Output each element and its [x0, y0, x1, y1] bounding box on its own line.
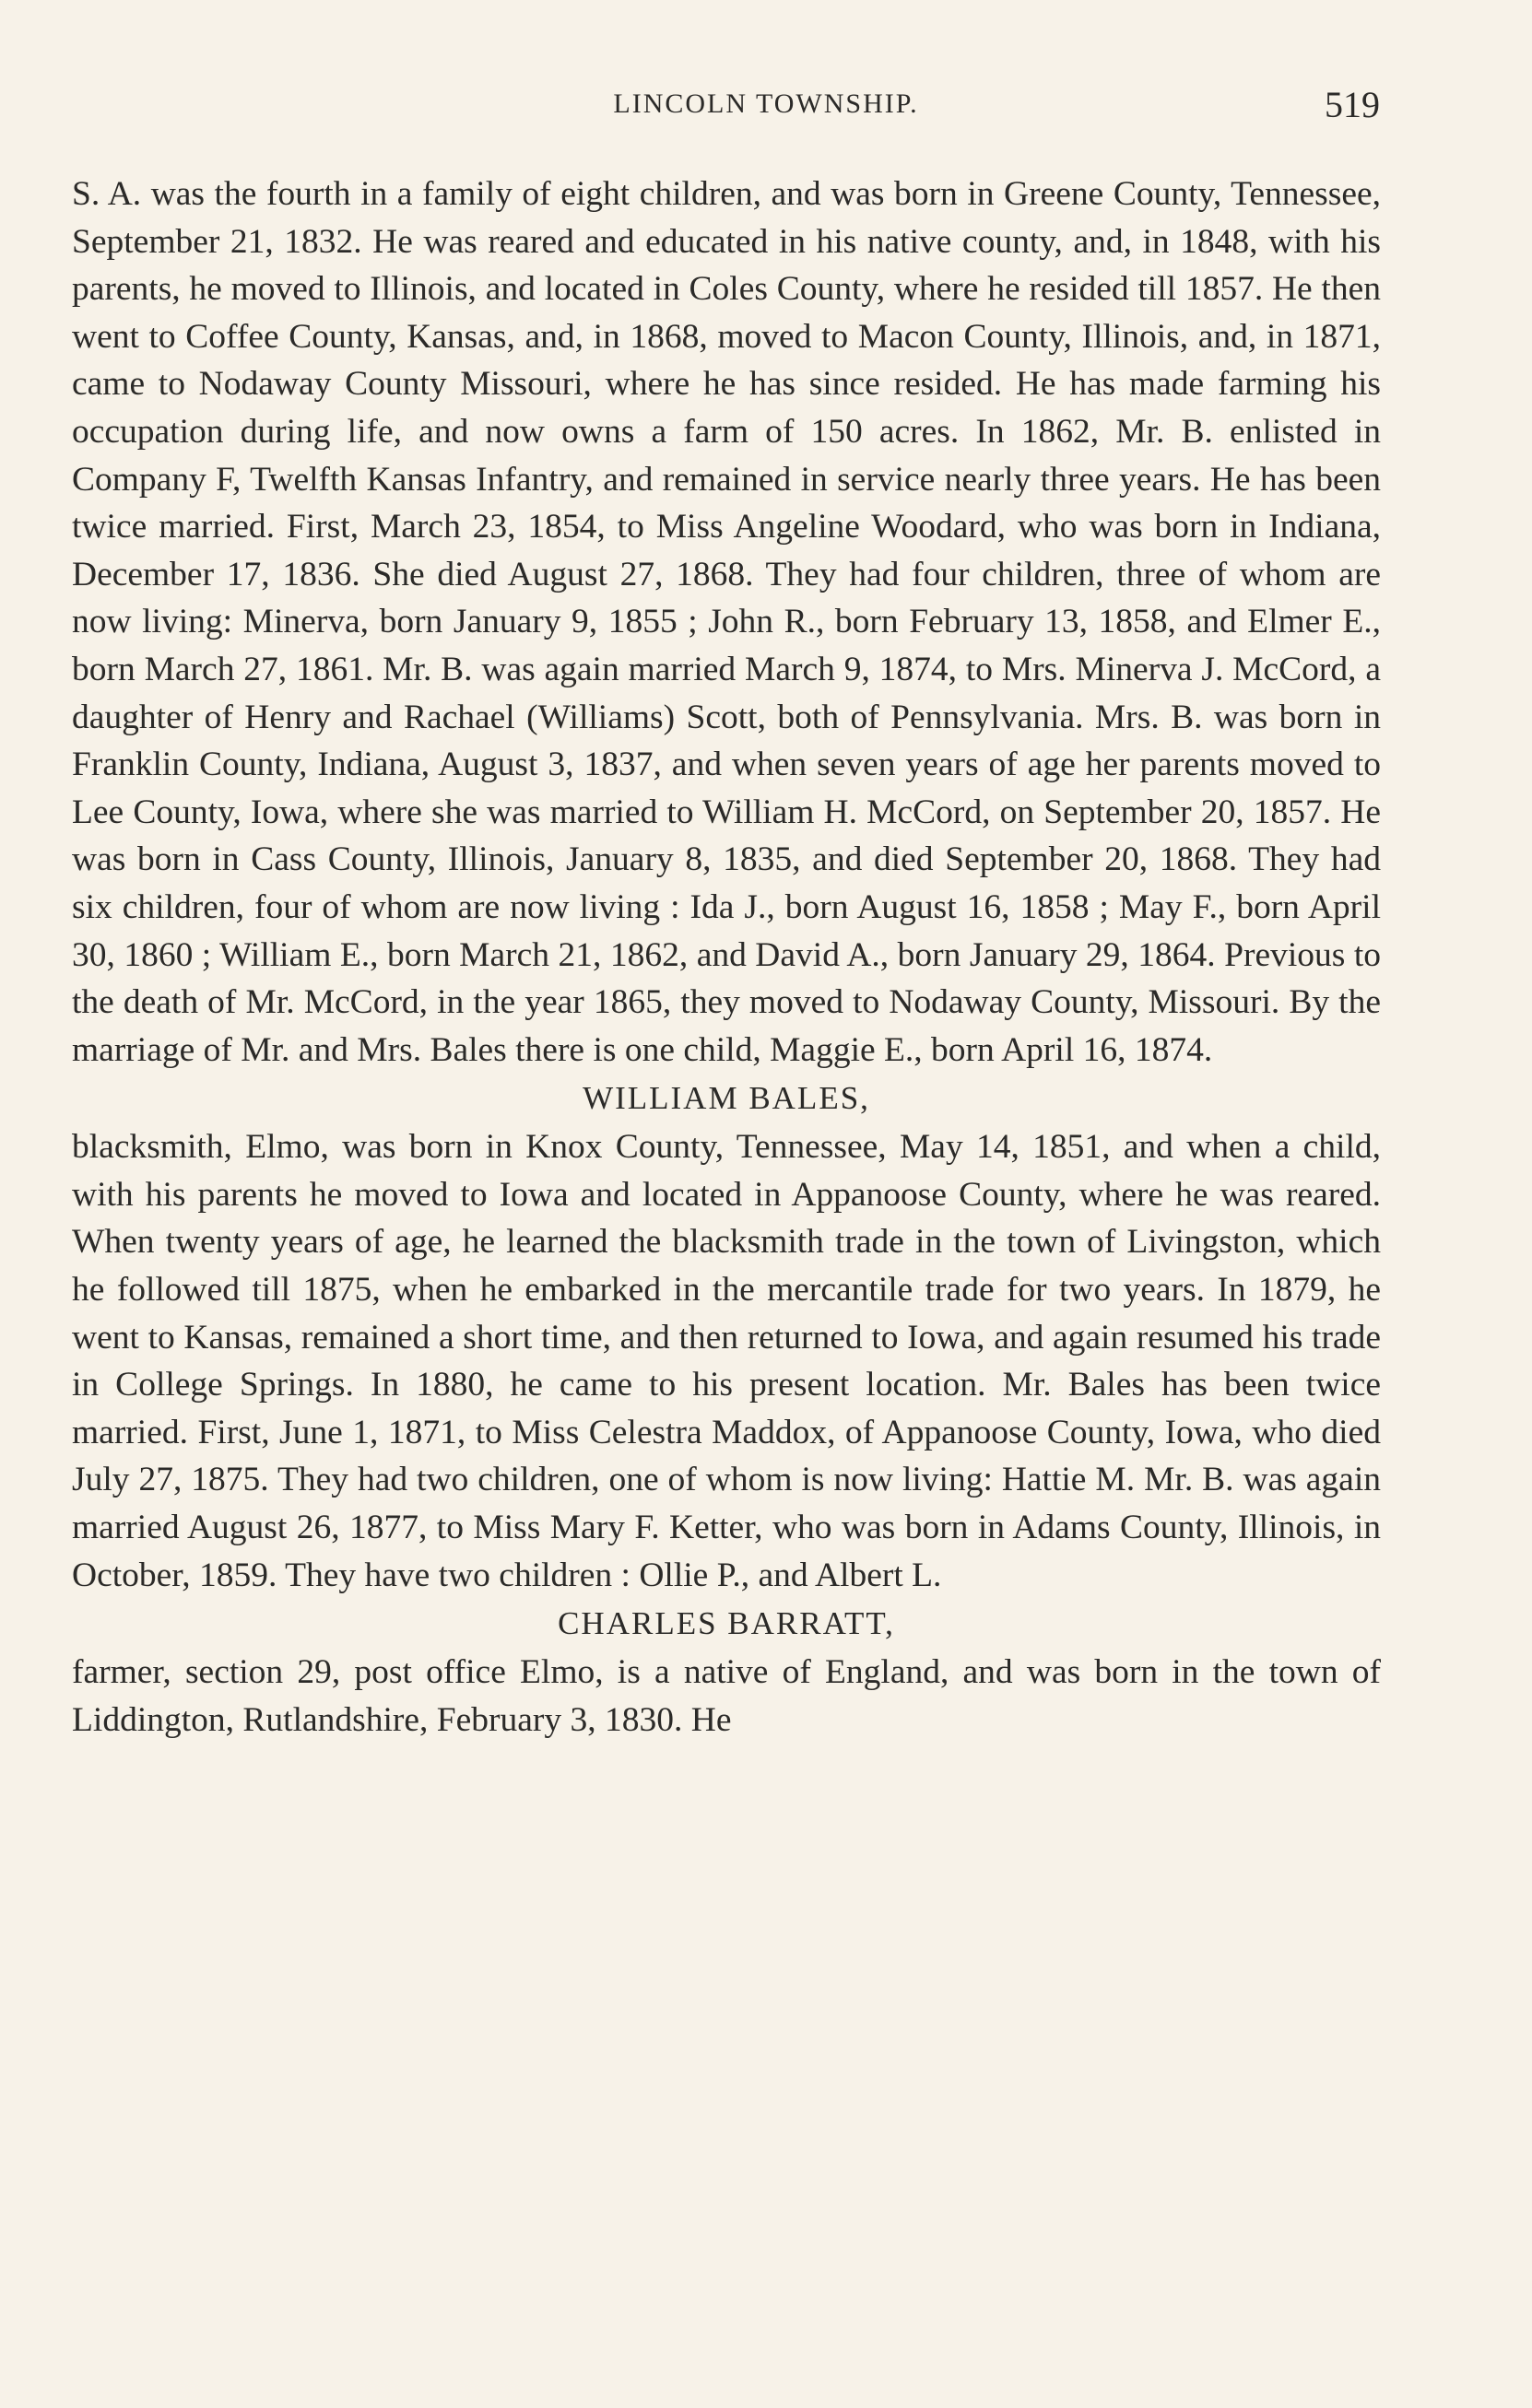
page-number: 519	[1325, 84, 1380, 125]
heading-william-bales: WILLIAM BALES,	[583, 1080, 870, 1117]
paragraph-charles-barratt: farmer, section 29, post office Elmo, is a native of England, and was born in the town of Liddington, Rutlandshire, February 3, 1830. He	[72, 1653, 1381, 1739]
heading-charles-barratt: CHARLES BARRATT,	[558, 1605, 895, 1642]
paragraph-bales-sa: S. A. was the fourth in a family of eight children, and was born in Greene County, Tennessee, September 21, 1832. He was reared and educated in his native county, and, in 1848, with his parents, he moved to Illinois, and located in Coles County, where he resided till 1857. He then went to Coffee County, Kansas, and, in 1868, moved to Macon County, Illinois, and, in 1871, came to Nodaway County Missouri, where he has since resided. He has made farming his occupation during life, and now owns a farm of 150 acres. In 1862, Mr. B. enlisted in Company F, Twelfth Kansas Infantry, and remained in service nearly three years. He has been twice married. First, March 23, 1854, to Miss Angeline Woodard, who was born in Indiana, December 17, 1836. She died August 27, 1868. They had four children, three of whom are now living: Minerva, born January 9, 1855 ; John R., born February 13, 1858, and Elmer E., born March 27, 1861. Mr. B. was again married March 9, 1874, to Mrs. Minerva J. McCord, a daughter of Henry and Rachael (Williams) Scott, both of Pennsylvania. Mrs. B. was born in Franklin County, Indiana, August 3, 1837, and when seven years of age her parents moved to Lee County, Iowa, where she was married to William H. McCord, on September 20, 1857. He was born in Cass County, Illinois, January 8, 1835, and died September 20, 1868. They had six children, four of whom are now living : Ida J., born August 16, 1858 ; May F., born April 30, 1860 ; William E., born March 21, 1862, and David A., born January 29, 1864. Previous to the death of Mr. McCord, in the year 1865, they moved to Nodaway County, Missouri. By the marriage of Mr. and Mrs. Bales there is one child, Maggie E., born April 16, 1874.	[72, 175, 1381, 1069]
paragraph-william-bales: blacksmith, Elmo, was born in Knox County, Tennessee, May 14, 1851, and when a child, with his parents he moved to Iowa and located in Appanoose County, where he was reared. When twenty years of age, he learned the blacksmith trade in the town of Livingston, which he followed till 1875, when he embarked in the mercantile trade for two years. In 1879, he went to Kansas, remained a short time, and then returned to Iowa, and again resumed his trade in College Springs. In 1880, he came to his present location. Mr. Bales has been twice married. First, June 1, 1871, to Miss Celestra Maddox, of Appanoose County, Iowa, who died July 27, 1875. They had two children, one of whom is now living: Hattie M. Mr. B. was again married August 26, 1877, to Miss Mary F. Ketter, who was born in Adams County, Illinois, in October, 1859. They have two children : Ollie P., and Albert L.	[72, 1128, 1381, 1594]
running-head	[0, 84, 1532, 144]
running-title: LINCOLN TOWNSHIP.	[613, 88, 919, 119]
body-text	[72, 170, 1381, 1744]
